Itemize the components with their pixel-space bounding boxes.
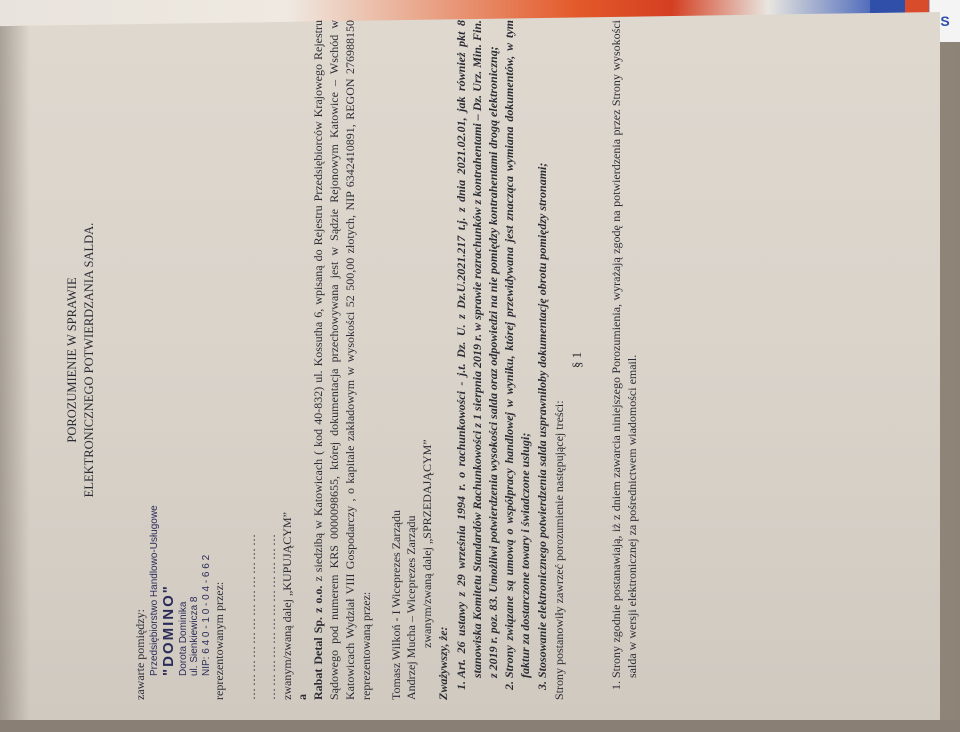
called-buyer: zwanym/zwaną dalej „KUPUJĄCYM” (279, 512, 294, 700)
title-line-1: POROZUMIENIE W SPRAWIE (65, 277, 79, 443)
stamp-line-2: "DOMINO" (160, 584, 178, 676)
whereas-point: 1. Art. 26 ustawy z 29 września 1994 r. o rachunkowości - j.t. Dz. U. z Dz.U.2021.217 t.j. z dnia 2021.02.01, jak również pkt 8 stanowiska Komitetu Standardów Rachunkowości z 1 sierpnia 2019 r. w sprawie rozrachunków z kontrahentami – Dz. Urz. Min. Fin. z 2019 r. poz. 83. Umożliwi potwierdzenia wysokości salda oraz odpowiedzi na nie pomiędzy kontrahentami drogą elektroniczną; (454, 20, 501, 678)
representatives (389, 20, 421, 700)
called-seller: zwanym/zwaną dalej „SPRZEDAJĄCYM” (420, 439, 435, 648)
stamp-line-5: NIP: 6 4 0 - 1 0 - 0 4 - 6 6 2 (200, 554, 212, 676)
whereas-list (454, 20, 551, 700)
company-description (311, 20, 374, 700)
strip-card-3: S (930, 0, 960, 42)
person-1: Tomasz Wilkoń - I Wiceprezes Zarządu (388, 509, 403, 700)
whereas-point: 3. Stosowanie elektronicznego potwierdzenia salda usprawniłoby dokumentację obrotu pomiędzy stronami; (535, 20, 551, 678)
buyer-stamp (149, 20, 212, 676)
paper-shadow (0, 12, 30, 732)
clause-1: 1. Strony zgodnie postanawiają, iż z dniem zawarcia niniejszego Porozumienia, wyrażają zgodę na potwierdzenia przez Strony wysokości salda w wersji elektronicznej za pośrednictwem wiadomości email. (609, 20, 641, 678)
stamp-line-3: Dorota Dominika (177, 601, 189, 676)
person-2: Andrzej Mucha – Wiceprezes Zarządu (404, 515, 419, 700)
whereas-point: 2. Strony związane są umową o współpracy handlowej w wyniku, której przewidywana jest znacząca wymiana dokumentów, w tym faktur za dostarczone towary i świadczone usługi; (502, 20, 534, 678)
document-body (40, 20, 920, 700)
document-title (64, 20, 97, 700)
whereas-heading: Zważywszy, że: (436, 626, 451, 700)
stamp-line-4: ul. Sienkiewicza 8 (189, 596, 201, 676)
stamp-line-1: Przedsiębiorstwo Handlowo-Usługowe (148, 505, 160, 676)
title-line-2: ELEKTRONICZNEGO POTWIERDZANIA SALDA. (81, 222, 96, 498)
signature-dots-1: ……………………………… (243, 532, 258, 700)
clauses-list (609, 20, 641, 700)
company-name: Rabat Detal Sp. z o.o. (311, 585, 326, 700)
signature-dots-2: ……………………………… (263, 532, 278, 700)
between-text: zawarte pomiędzy: (133, 609, 147, 700)
section-heading: § 1 (568, 351, 584, 369)
parties-intro (133, 20, 212, 700)
represented-by: reprezentowanym przez: (212, 581, 227, 700)
company-text: z siedzibą w Katowicach ( kod 40-832) ul. Kossutha 6, wpisaną do Rejestru Przedsiębiorców Krajowego Rejestru Sądowego pod numerem KRS 0000098655, której dokumentacja przechowywana jest w Sądzie Rejonowym Katowice – Wschód w Katowicach Wydział VIII Gospodarczy , o kapitale zakładowym w wysokości 52 500,00 złotych, NIP 6342410891, REGON 276988150 reprezentowaną przez: (311, 20, 373, 700)
and-text: a (295, 694, 310, 700)
agreement-intro: Strony postanowiły zawrzeć porozumienie następującej treści: (551, 400, 566, 700)
